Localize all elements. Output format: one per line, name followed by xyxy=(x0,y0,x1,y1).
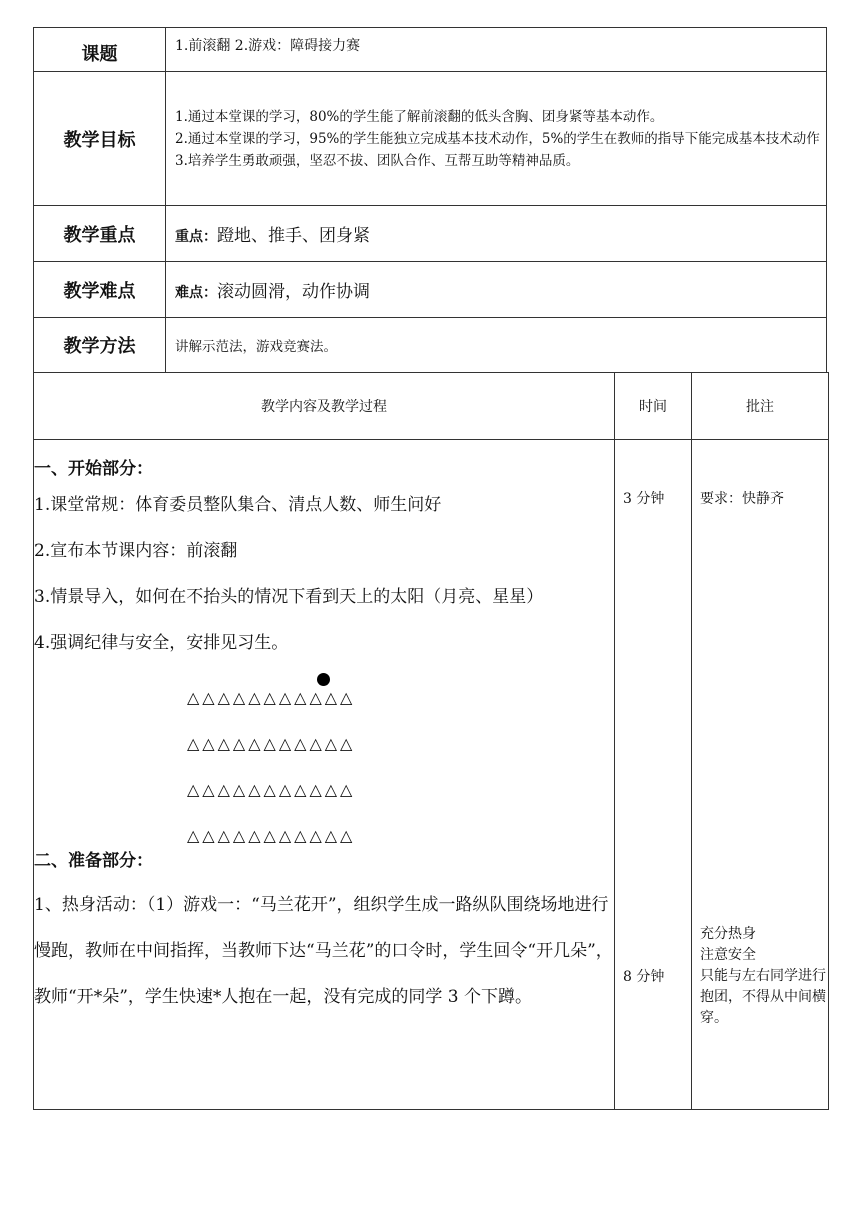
row-key-points xyxy=(34,206,827,262)
difficulties-label: 教学难点 xyxy=(34,262,166,318)
note-line: 充分热身 xyxy=(700,926,756,942)
start-item: 2.宣布本节课内容：前滚翻 xyxy=(34,541,238,561)
formation-row: △△△△△△△△△△△ xyxy=(187,734,356,753)
header-content: 教学内容及教学过程 xyxy=(34,373,615,440)
key-points-label: 教学重点 xyxy=(34,206,166,262)
note-start: 要求：快静齐 xyxy=(700,491,784,507)
formation-row: △△△△△△△△△△△ xyxy=(187,780,356,799)
start-item: 1.课堂常规：体育委员整队集合、清点人数、师生问好 xyxy=(34,495,442,515)
difficulties-text: 滚动圆滑，动作协调 xyxy=(217,282,370,302)
lesson-info-table xyxy=(33,27,827,373)
goals-label: 教学目标 xyxy=(34,72,166,206)
process-header-row xyxy=(34,373,829,440)
process-content-row xyxy=(34,440,829,1110)
difficulties-prefix: 难点： xyxy=(175,285,217,301)
note-line: 注意安全 xyxy=(700,947,756,963)
goal-item: 2.通过本堂课的学习，95%的学生能独立完成基本技术动作，5%的学生在教师的指导下能完成基本技术动作 xyxy=(175,130,820,147)
formation-diagram xyxy=(34,666,614,846)
row-goals xyxy=(34,72,827,206)
goal-item: 3.培养学生勇敢顽强，坚忍不拔、团队合作、互帮互助等精神品质。 xyxy=(175,152,580,169)
start-item: 3.情景导入，如何在不抬头的情况下看到天上的太阳（月亮、星星） xyxy=(34,587,544,607)
section-prep-title: 二、准备部分： xyxy=(34,851,153,871)
goal-item: 1.通过本堂课的学习，80%的学生能了解前滚翻的低头含胸、团身紧等基本动作。 xyxy=(175,108,664,125)
row-topic xyxy=(34,28,827,72)
prep-text: 1、热身活动：（1）游戏一：“马兰花开”，组织学生成一路纵队围绕场地进行慢跑，教师在中间指挥，当教师下达“马兰花”的口令时，学生回令“开几朵”，教师“开*朵”，学生快速*人抱在一起，没有完成的同学 3 个下蹲。 xyxy=(34,895,613,1007)
process-table xyxy=(33,372,829,1110)
header-note: 批注 xyxy=(692,373,829,440)
topic-label: 课题 xyxy=(34,28,166,72)
header-time: 时间 xyxy=(615,373,692,440)
methods-label: 教学方法 xyxy=(34,318,166,373)
key-points-text: 蹬地、推手、团身紧 xyxy=(217,226,370,246)
note-column xyxy=(692,440,829,1110)
key-points-prefix: 重点： xyxy=(175,229,217,245)
difficulties-value xyxy=(166,262,827,318)
time-prep: 8 分钟 xyxy=(623,969,665,985)
process-content xyxy=(34,440,615,1110)
teacher-dot-icon xyxy=(317,673,330,686)
key-points-value xyxy=(166,206,827,262)
formation-row: △△△△△△△△△△△ xyxy=(187,688,356,707)
start-item: 4.强调纪律与安全，安排见习生。 xyxy=(34,633,289,653)
note-line: 只能与左右同学进行抱团，不得从中间横穿。 xyxy=(700,968,826,1026)
topic-value: 1.前滚翻 2.游戏：障碍接力赛 xyxy=(166,28,827,72)
goals-value xyxy=(166,72,827,206)
time-column xyxy=(615,440,692,1110)
note-prep xyxy=(700,924,828,1029)
methods-value: 讲解示范法，游戏竞赛法。 xyxy=(166,318,827,373)
section-start-title: 一、开始部分： xyxy=(34,459,153,479)
lesson-plan-sheet xyxy=(33,27,827,1110)
row-difficulties xyxy=(34,262,827,318)
formation-row: △△△△△△△△△△△ xyxy=(187,826,356,845)
time-start: 3 分钟 xyxy=(623,491,665,507)
row-methods xyxy=(34,318,827,373)
